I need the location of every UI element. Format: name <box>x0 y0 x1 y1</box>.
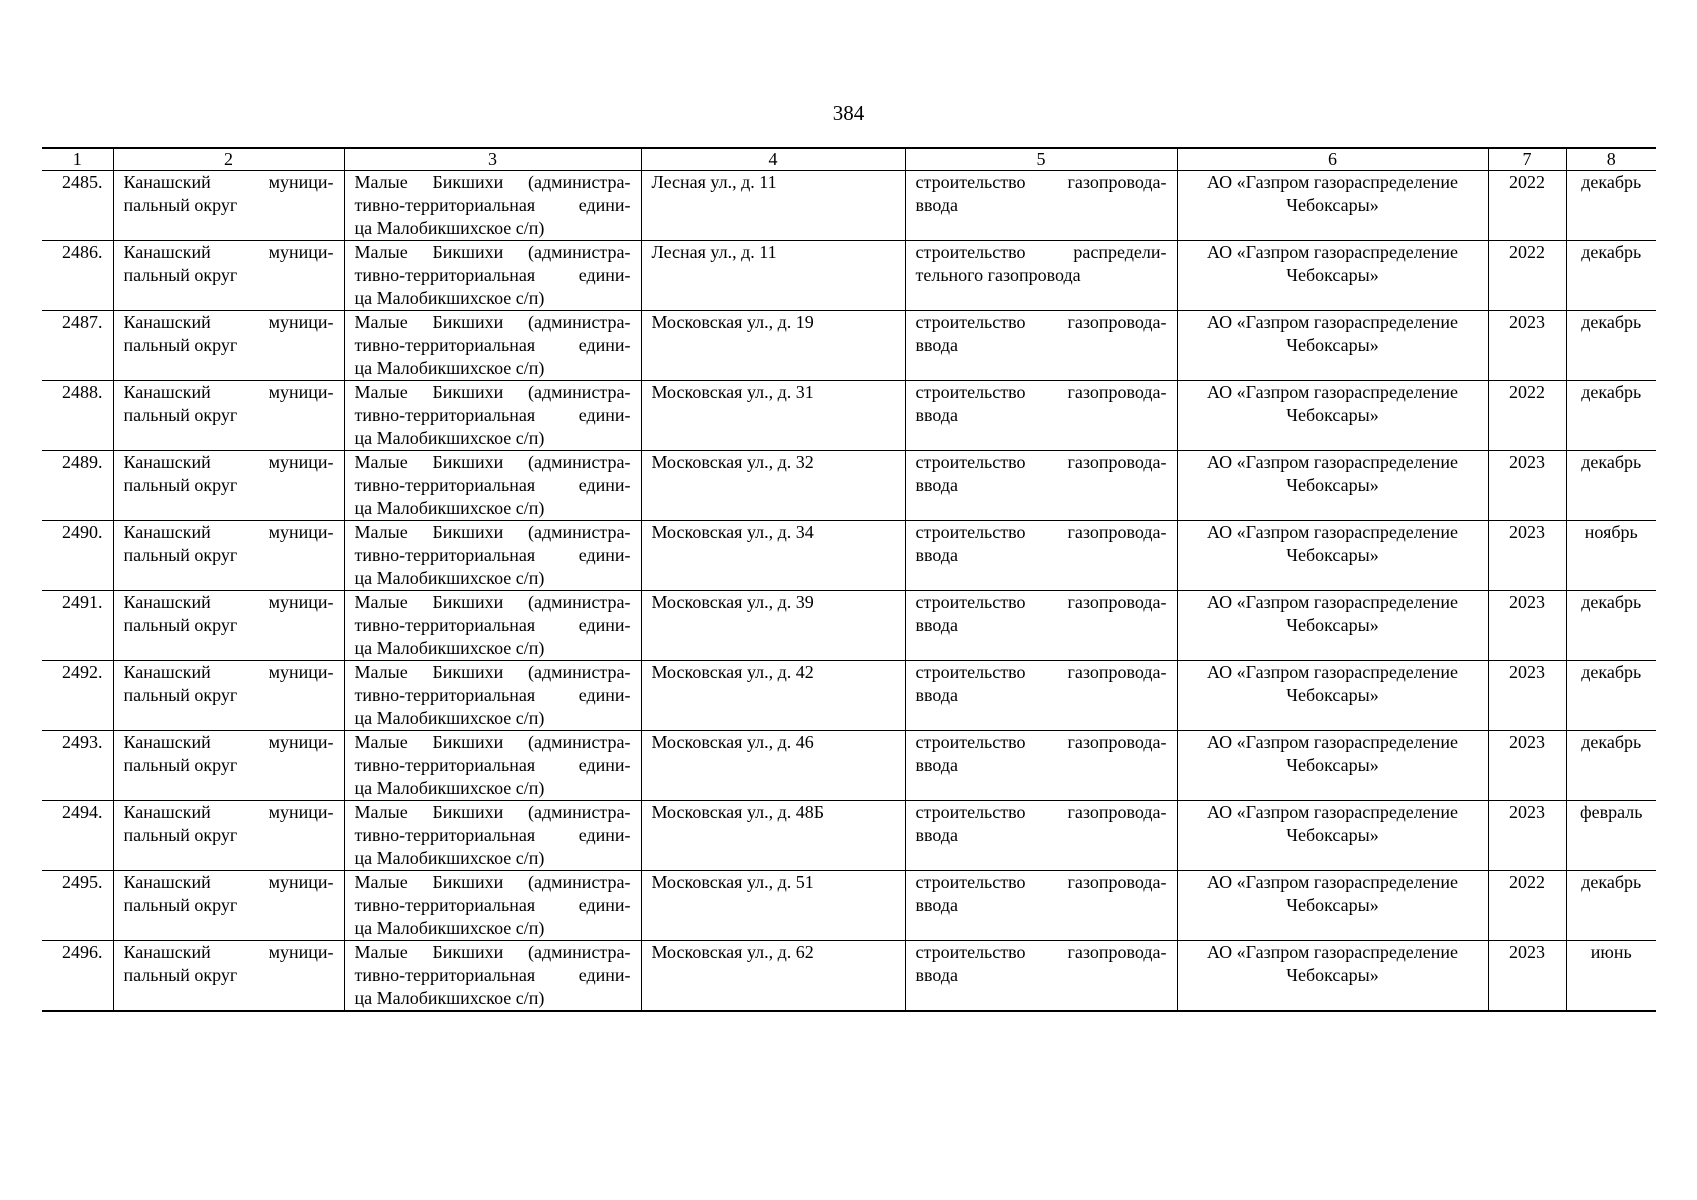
locality-cell-line: Малые Бикшихи (администра- <box>354 732 631 752</box>
district-cell-line: Канашский муници- <box>123 802 334 822</box>
organization-cell <box>1177 311 1488 381</box>
work-type-cell-line: ввода <box>915 965 959 985</box>
work-type-cell-line: строительство газопровода- <box>915 172 1167 192</box>
table-row <box>42 731 1656 801</box>
organization-line: Чебоксары» <box>1286 405 1379 425</box>
organization-cell <box>1177 381 1488 451</box>
work-type-cell-line: строительство газопровода- <box>915 522 1167 542</box>
locality-cell-line: ца Малобикшихское с/п) <box>354 918 545 938</box>
table-row <box>42 451 1656 521</box>
organization-line: АО «Газпром газораспределение <box>1207 312 1458 332</box>
work-type-cell <box>905 591 1177 661</box>
organization-line: АО «Газпром газораспределение <box>1207 172 1458 192</box>
month-cell: декабрь <box>1566 311 1656 381</box>
address-cell: Московская ул., д. 46 <box>641 731 905 801</box>
year-cell: 2022 <box>1488 171 1566 241</box>
table-row <box>42 591 1656 661</box>
locality-cell-line: ца Малобикшихское с/п) <box>354 428 545 448</box>
locality-cell <box>344 941 641 1012</box>
organization-line: АО «Газпром газораспределение <box>1207 872 1458 892</box>
organization-cell <box>1177 941 1488 1012</box>
organization-line: АО «Газпром газораспределение <box>1207 242 1458 262</box>
organization-line: АО «Газпром газораспределение <box>1207 732 1458 752</box>
address-cell: Московская ул., д. 31 <box>641 381 905 451</box>
header-row <box>42 148 1656 171</box>
work-type-cell <box>905 871 1177 941</box>
work-type-cell-line: ввода <box>915 405 959 425</box>
locality-cell-line: ца Малобикшихское с/п) <box>354 498 545 518</box>
district-cell-line: пальный округ <box>123 685 238 705</box>
locality-cell-line: Малые Бикшихи (администра- <box>354 242 631 262</box>
organization-line: Чебоксары» <box>1286 545 1379 565</box>
organization-cell <box>1177 591 1488 661</box>
address-cell: Лесная ул., д. 11 <box>641 241 905 311</box>
row-number: 2493. <box>42 731 113 801</box>
work-type-cell <box>905 171 1177 241</box>
work-type-cell-line: строительство газопровода- <box>915 382 1167 402</box>
work-type-cell <box>905 381 1177 451</box>
row-number: 2496. <box>42 941 113 1012</box>
district-cell <box>113 241 344 311</box>
district-cell <box>113 731 344 801</box>
organization-line: АО «Газпром газораспределение <box>1207 662 1458 682</box>
locality-cell-line: Малые Бикшихи (администра- <box>354 172 631 192</box>
locality-cell-line: тивно-территориальная едини- <box>354 475 631 495</box>
organization-cell <box>1177 171 1488 241</box>
work-type-cell-line: строительство газопровода- <box>915 662 1167 682</box>
district-cell <box>113 311 344 381</box>
organization-cell <box>1177 451 1488 521</box>
table-row <box>42 801 1656 871</box>
locality-cell-line: тивно-территориальная едини- <box>354 405 631 425</box>
row-number: 2490. <box>42 521 113 591</box>
work-type-cell-line: ввода <box>915 545 959 565</box>
organization-cell <box>1177 661 1488 731</box>
month-cell: ноябрь <box>1566 521 1656 591</box>
year-cell: 2022 <box>1488 241 1566 311</box>
work-type-cell <box>905 731 1177 801</box>
organization-line: Чебоксары» <box>1286 335 1379 355</box>
work-type-cell-line: строительство газопровода- <box>915 452 1167 472</box>
organization-line: АО «Газпром газораспределение <box>1207 382 1458 402</box>
work-type-cell-line: строительство газопровода- <box>915 942 1167 962</box>
address-cell: Московская ул., д. 48Б <box>641 801 905 871</box>
table-row <box>42 381 1656 451</box>
organization-cell <box>1177 871 1488 941</box>
district-cell <box>113 521 344 591</box>
organization-cell <box>1177 521 1488 591</box>
district-cell-line: пальный округ <box>123 475 238 495</box>
address-cell: Московская ул., д. 34 <box>641 521 905 591</box>
month-cell: декабрь <box>1566 871 1656 941</box>
organization-line: АО «Газпром газораспределение <box>1207 522 1458 542</box>
district-cell-line: пальный округ <box>123 895 238 915</box>
work-type-cell <box>905 661 1177 731</box>
locality-cell-line: тивно-территориальная едини- <box>354 195 631 215</box>
year-cell: 2023 <box>1488 661 1566 731</box>
locality-cell-line: тивно-территориальная едини- <box>354 335 631 355</box>
locality-cell-line: ца Малобикшихское с/п) <box>354 288 545 308</box>
row-number: 2495. <box>42 871 113 941</box>
month-cell: декабрь <box>1566 661 1656 731</box>
table-row <box>42 521 1656 591</box>
district-cell-line: Канашский муници- <box>123 732 334 752</box>
locality-cell-line: Малые Бикшихи (администра- <box>354 382 631 402</box>
district-cell-line: Канашский муници- <box>123 312 334 332</box>
address-cell: Московская ул., д. 42 <box>641 661 905 731</box>
table-row <box>42 941 1656 1012</box>
locality-cell-line: ца Малобикшихское с/п) <box>354 358 545 378</box>
locality-cell-line: Малые Бикшихи (администра- <box>354 592 631 612</box>
locality-cell-line: Малые Бикшихи (администра- <box>354 942 631 962</box>
district-cell-line: пальный округ <box>123 825 238 845</box>
address-cell: Московская ул., д. 32 <box>641 451 905 521</box>
district-cell <box>113 451 344 521</box>
district-cell <box>113 171 344 241</box>
district-cell <box>113 871 344 941</box>
locality-cell-line: ца Малобикшихское с/п) <box>354 568 545 588</box>
locality-cell-line: ца Малобикшихское с/п) <box>354 708 545 728</box>
year-cell: 2023 <box>1488 311 1566 381</box>
locality-cell-line: тивно-территориальная едини- <box>354 895 631 915</box>
month-cell: декабрь <box>1566 381 1656 451</box>
district-cell-line: пальный округ <box>123 405 238 425</box>
year-cell: 2023 <box>1488 731 1566 801</box>
district-cell-line: пальный округ <box>123 265 238 285</box>
locality-cell <box>344 381 641 451</box>
column-header: 1 <box>42 148 113 171</box>
month-cell: февраль <box>1566 801 1656 871</box>
month-cell: декабрь <box>1566 731 1656 801</box>
address-cell: Московская ул., д. 62 <box>641 941 905 1012</box>
organization-line: Чебоксары» <box>1286 265 1379 285</box>
work-type-cell-line: строительство газопровода- <box>915 802 1167 822</box>
work-type-cell-line: ввода <box>915 195 959 215</box>
work-type-cell-line: строительство газопровода- <box>915 592 1167 612</box>
row-number: 2488. <box>42 381 113 451</box>
column-header: 2 <box>113 148 344 171</box>
locality-cell <box>344 171 641 241</box>
work-type-cell-line: тельного газопровода <box>915 265 1081 285</box>
district-cell <box>113 381 344 451</box>
work-type-cell-line: строительство газопровода- <box>915 312 1167 332</box>
locality-cell <box>344 591 641 661</box>
district-cell-line: Канашский муници- <box>123 382 334 402</box>
district-cell-line: пальный округ <box>123 335 238 355</box>
work-type-cell-line: строительство газопровода- <box>915 732 1167 752</box>
district-cell-line: пальный округ <box>123 965 238 985</box>
locality-cell-line: тивно-территориальная едини- <box>354 755 631 775</box>
locality-cell-line: ца Малобикшихское с/п) <box>354 218 545 238</box>
month-cell: декабрь <box>1566 241 1656 311</box>
organization-line: АО «Газпром газораспределение <box>1207 802 1458 822</box>
organization-line: Чебоксары» <box>1286 685 1379 705</box>
work-type-cell-line: ввода <box>915 335 959 355</box>
table-row <box>42 871 1656 941</box>
row-number: 2491. <box>42 591 113 661</box>
locality-cell <box>344 661 641 731</box>
locality-cell-line: тивно-территориальная едини- <box>354 615 631 635</box>
organization-line: Чебоксары» <box>1286 895 1379 915</box>
work-type-cell <box>905 801 1177 871</box>
work-type-cell <box>905 521 1177 591</box>
district-cell-line: Канашский муници- <box>123 522 334 542</box>
district-cell <box>113 591 344 661</box>
locality-cell-line: тивно-территориальная едини- <box>354 685 631 705</box>
organization-cell <box>1177 731 1488 801</box>
organization-line: Чебоксары» <box>1286 195 1379 215</box>
row-number: 2489. <box>42 451 113 521</box>
district-cell <box>113 941 344 1012</box>
column-header: 8 <box>1566 148 1656 171</box>
locality-cell <box>344 871 641 941</box>
district-cell-line: Канашский муници- <box>123 872 334 892</box>
district-cell <box>113 661 344 731</box>
organization-cell <box>1177 801 1488 871</box>
column-header: 6 <box>1177 148 1488 171</box>
work-type-cell-line: строительство газопровода- <box>915 872 1167 892</box>
locality-cell <box>344 241 641 311</box>
year-cell: 2023 <box>1488 521 1566 591</box>
locality-cell <box>344 801 641 871</box>
district-cell-line: Канашский муници- <box>123 662 334 682</box>
organization-line: АО «Газпром газораспределение <box>1207 942 1458 962</box>
organization-line: Чебоксары» <box>1286 475 1379 495</box>
month-cell: декабрь <box>1566 171 1656 241</box>
organization-line: Чебоксары» <box>1286 615 1379 635</box>
locality-cell-line: Малые Бикшихи (администра- <box>354 802 631 822</box>
column-header: 4 <box>641 148 905 171</box>
locality-cell <box>344 521 641 591</box>
table-row <box>42 171 1656 241</box>
table-row <box>42 241 1656 311</box>
locality-cell-line: тивно-территориальная едини- <box>354 965 631 985</box>
address-cell: Московская ул., д. 19 <box>641 311 905 381</box>
locality-cell-line: Малые Бикшихи (администра- <box>354 452 631 472</box>
year-cell: 2022 <box>1488 871 1566 941</box>
locality-cell-line: тивно-территориальная едини- <box>354 545 631 565</box>
column-header: 5 <box>905 148 1177 171</box>
table-body <box>42 171 1656 1012</box>
locality-cell-line: тивно-территориальная едини- <box>354 825 631 845</box>
work-type-cell-line: ввода <box>915 895 959 915</box>
locality-cell <box>344 451 641 521</box>
row-number: 2492. <box>42 661 113 731</box>
work-type-cell <box>905 241 1177 311</box>
column-header: 7 <box>1488 148 1566 171</box>
district-cell-line: Канашский муници- <box>123 452 334 472</box>
organization-line: Чебоксары» <box>1286 825 1379 845</box>
locality-cell-line: Малые Бикшихи (администра- <box>354 872 631 892</box>
year-cell: 2023 <box>1488 941 1566 1012</box>
district-cell-line: Канашский муници- <box>123 592 334 612</box>
work-type-cell-line: ввода <box>915 685 959 705</box>
year-cell: 2022 <box>1488 381 1566 451</box>
row-number: 2486. <box>42 241 113 311</box>
year-cell: 2023 <box>1488 801 1566 871</box>
district-cell-line: Канашский муници- <box>123 942 334 962</box>
locality-cell-line: ца Малобикшихское с/п) <box>354 638 545 658</box>
work-type-cell <box>905 311 1177 381</box>
district-cell-line: пальный округ <box>123 195 238 215</box>
month-cell: декабрь <box>1566 591 1656 661</box>
locality-cell-line: Малые Бикшихи (администра- <box>354 522 631 542</box>
organization-cell <box>1177 241 1488 311</box>
table-row <box>42 661 1656 731</box>
year-cell: 2023 <box>1488 451 1566 521</box>
row-number: 2487. <box>42 311 113 381</box>
locality-cell <box>344 311 641 381</box>
work-type-cell-line: ввода <box>915 825 959 845</box>
district-cell-line: пальный округ <box>123 615 238 635</box>
work-type-cell <box>905 941 1177 1012</box>
registry-table <box>42 147 1656 1012</box>
work-type-cell-line: ввода <box>915 755 959 775</box>
work-type-cell-line: строительство распредели- <box>915 242 1167 262</box>
row-number: 2494. <box>42 801 113 871</box>
work-type-cell-line: ввода <box>915 475 959 495</box>
organization-line: АО «Газпром газораспределение <box>1207 592 1458 612</box>
month-cell: июнь <box>1566 941 1656 1012</box>
organization-line: АО «Газпром газораспределение <box>1207 452 1458 472</box>
district-cell-line: Канашский муници- <box>123 242 334 262</box>
district-cell <box>113 801 344 871</box>
column-header: 3 <box>344 148 641 171</box>
work-type-cell-line: ввода <box>915 615 959 635</box>
address-cell: Лесная ул., д. 11 <box>641 171 905 241</box>
locality-cell-line: Малые Бикшихи (администра- <box>354 312 631 332</box>
address-cell: Московская ул., д. 51 <box>641 871 905 941</box>
district-cell-line: Канашский муници- <box>123 172 334 192</box>
district-cell-line: пальный округ <box>123 755 238 775</box>
locality-cell-line: ца Малобикшихское с/п) <box>354 988 545 1008</box>
row-number: 2485. <box>42 171 113 241</box>
address-cell: Московская ул., д. 39 <box>641 591 905 661</box>
locality-cell-line: ца Малобикшихское с/п) <box>354 778 545 798</box>
locality-cell-line: Малые Бикшихи (администра- <box>354 662 631 682</box>
year-cell: 2023 <box>1488 591 1566 661</box>
work-type-cell <box>905 451 1177 521</box>
organization-line: Чебоксары» <box>1286 965 1379 985</box>
locality-cell-line: ца Малобикшихское с/п) <box>354 848 545 868</box>
district-cell-line: пальный округ <box>123 545 238 565</box>
organization-line: Чебоксары» <box>1286 755 1379 775</box>
page-number: 384 <box>832 101 865 125</box>
table-row <box>42 311 1656 381</box>
locality-cell-line: тивно-территориальная едини- <box>354 265 631 285</box>
month-cell: декабрь <box>1566 451 1656 521</box>
locality-cell <box>344 731 641 801</box>
